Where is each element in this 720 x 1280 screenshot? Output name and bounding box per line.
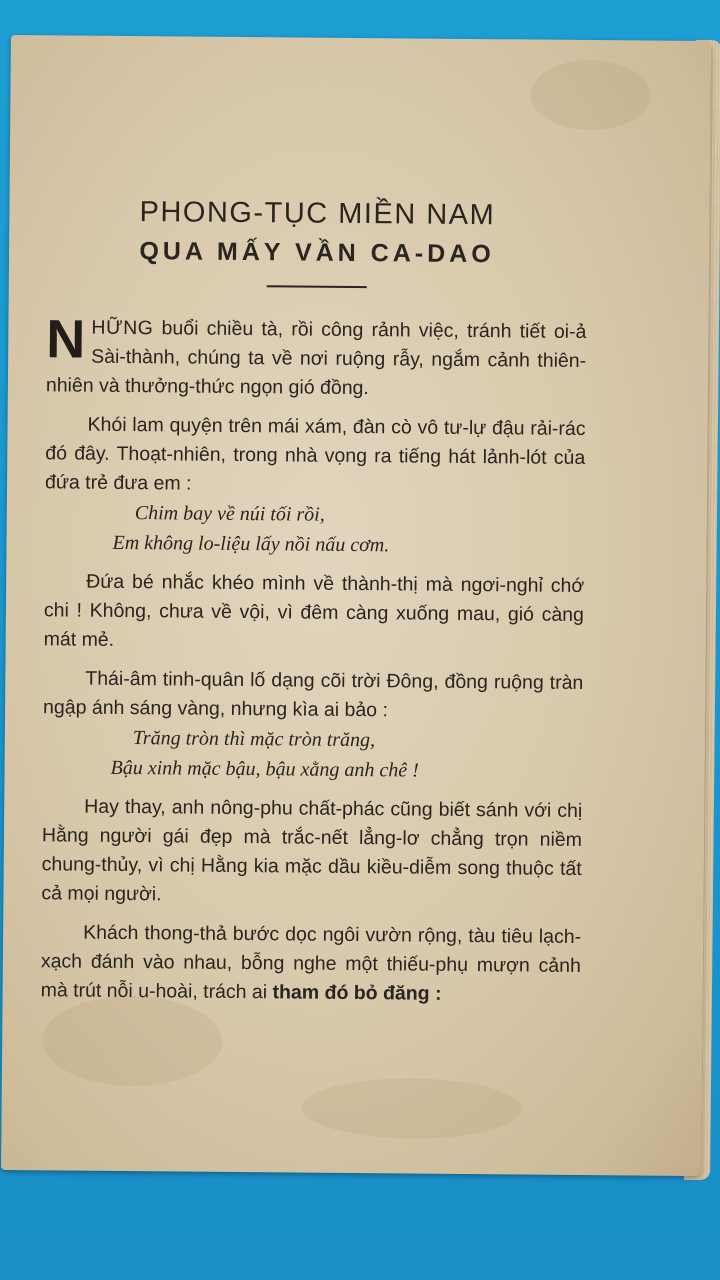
paragraph-1-text: buổi chiều tà, rồi công rảnh việc, tránh tiết oi-ả Sài-thành, chúng ta về nơi ruộng rẫy, ngắm cảnh thiên-nhiên và thưởng-thức ngọn gió đồng.	[45, 317, 587, 400]
verse-1-line-1: Chim bay về núi tối rồi,	[134, 502, 325, 526]
paragraph-2: Khói lam quyện trên mái xám, đàn cò vô tư-lự đậu rải-rác đó đây. Thoạt-nhiên, trong nhà vọng ra tiếng hát lảnh-lót của đứa trẻ đưa em :	[44, 413, 586, 495]
paragraph-3: Đứa bé nhắc khéo mình về thành-thị mà ngơi-nghỉ chớ chi ! Không, chưa về vội, vì đêm càng xuống mau, gió càng mát mẻ.	[43, 570, 585, 651]
title-divider	[267, 285, 367, 288]
title-line-1: PHONG-TỤC MIỀN NAM	[139, 196, 496, 232]
book-page	[1, 35, 711, 1176]
drop-cap: N	[46, 309, 86, 370]
paragraph-6	[40, 918, 581, 1010]
paragraph-6-last: tham đó bỏ đăng :	[272, 981, 442, 1005]
paragraph-1-smallcaps: HỮNG	[91, 316, 154, 340]
verse-2-line-2: Bậu xinh mặc bậu, bậu xằng anh chê !	[110, 756, 419, 782]
paragraph-1	[45, 309, 587, 405]
title-line-2: QUA MẤY VẦN CA-DAO	[139, 237, 495, 269]
paragraph-4: Thái-âm tinh-quân lố dạng cõi trời Đông, đồng ruộng tràn ngập ánh sáng vàng, nhưng kìa ai bảo :	[43, 667, 584, 722]
verse-2-line-1: Trăng tròn thì mặc tròn trăng,	[132, 727, 376, 752]
paragraph-6-text: Khách thong-thả bước dọc ngôi vườn rộng, tàu tiêu lạch-xạch đánh vào nhau, bỗng nghe một thiếu-phụ mượn cảnh mà trút nỗi u-hoài, trách ai	[40, 921, 582, 1004]
page-content	[40, 195, 587, 1010]
paragraph-5: Hay thay, anh nông-phu chất-phác cũng biết sánh với chị Hằng người gái đẹp mà trắc-nết lẳng-lơ chẳng trọn niềm chung-thủy, vì chị Hằng kia mặc dầu kiều-diễm song thuộc tất cả mọi người.	[41, 795, 583, 906]
verse-1-line-2: Em không lo-liệu lấy nồi nấu cơm.	[112, 531, 390, 557]
